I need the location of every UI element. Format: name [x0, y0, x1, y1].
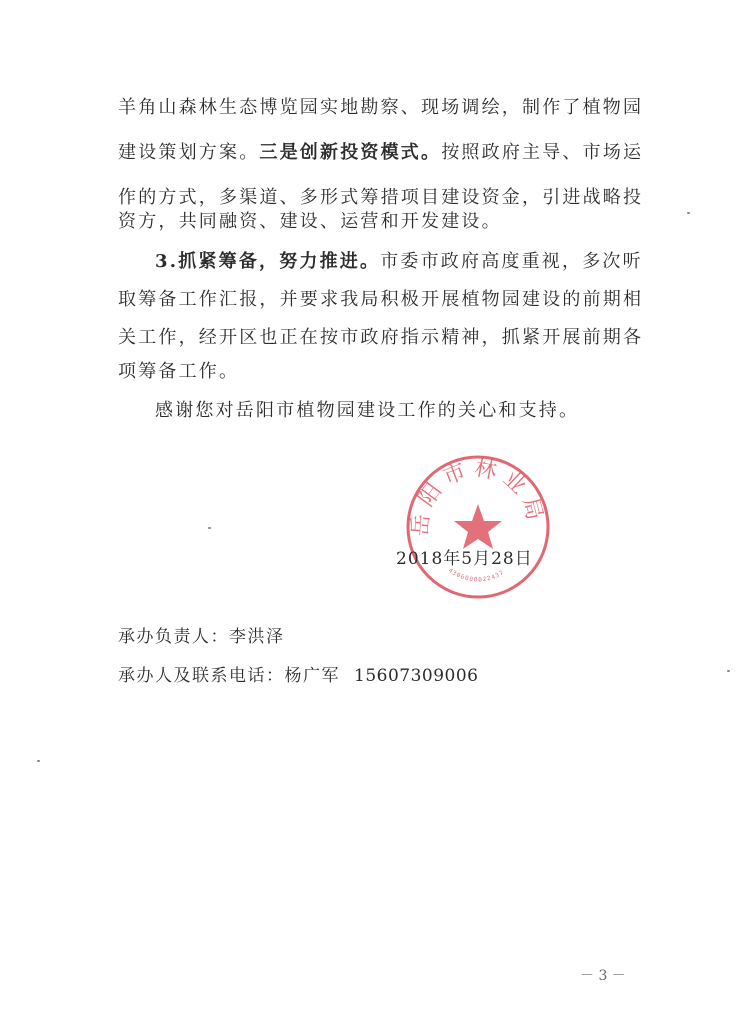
point-three-heading: 三是创新投资模式。 [259, 142, 442, 163]
paragraph-3-heading: 3.抓紧筹备，努力推进。 [155, 251, 381, 272]
official-seal-icon [403, 452, 553, 602]
body-line-8: 项筹备工作。 [118, 361, 240, 382]
scan-speck [687, 212, 690, 214]
seal-number: 4306000022437 [446, 567, 506, 584]
scan-speck [37, 760, 40, 762]
svg-text:4306000022437 [447, 567, 506, 583]
scan-speck [208, 527, 211, 529]
body-line-2-end: 按照政府主导、市场运 [441, 142, 644, 163]
body-line-1: 羊角山森林生态博览园实地勘察、现场调绘，制作了植物园 [118, 97, 644, 118]
body-line-7: 关工作，经开区也正在按市政府指示精神，抓紧开展前期各 [118, 327, 644, 348]
body-line-4: 资方，共同融资、建设、运营和开发建设。 [118, 211, 502, 232]
thanks-line: 感谢您对岳阳市植物园建设工作的关心和支持。 [155, 400, 580, 421]
body-line-2-start: 建设策划方案。 [118, 142, 260, 163]
handler-phone: 15607309006 [354, 666, 479, 686]
body-line-6: 取筹备工作汇报，并要求我局积极开展植物园建设的前期相 [118, 289, 644, 310]
document-date: 2018年5月28日 [396, 549, 533, 569]
handler-contact [118, 661, 478, 686]
paragraph-3-text: 市委市政府高度重视，多次听 [380, 251, 643, 272]
body-line-3: 作的方式，多渠道、多形式筹措项目建设资金，引进战略投 [118, 187, 644, 208]
page-number: － 3 － [580, 968, 626, 984]
body-line-2 [118, 141, 644, 165]
paragraph-3-first-line [155, 250, 643, 274]
seal-text: 岳阳市林业局 [408, 455, 549, 538]
scan-speck [727, 670, 730, 672]
handler-name: 承办人及联系电话：杨广军 [118, 666, 340, 686]
responsible-person: 承办负责人：李洪泽 [118, 627, 285, 647]
